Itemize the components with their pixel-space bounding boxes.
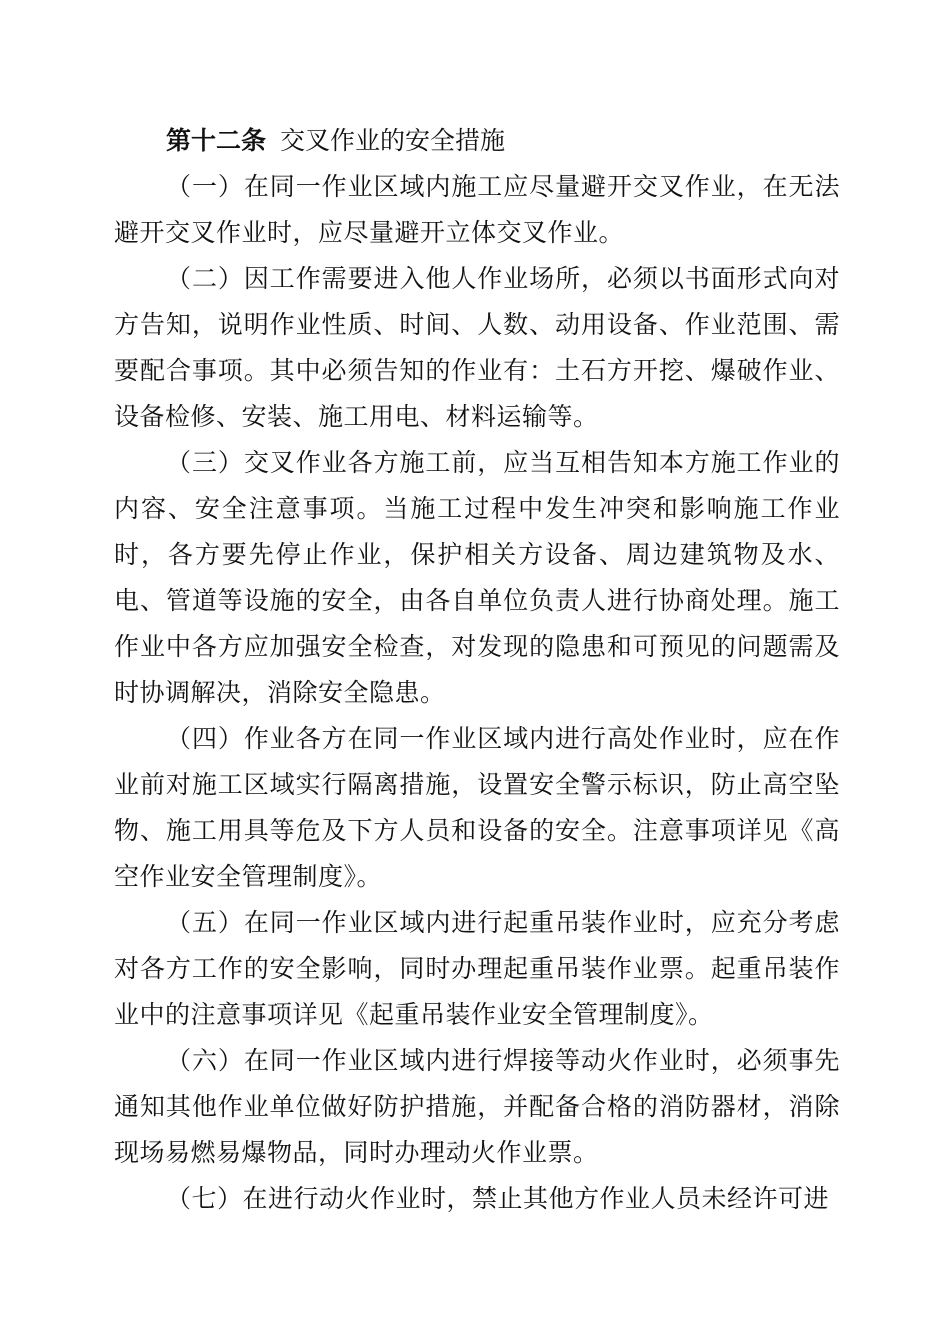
article-number: 第十二条 [166,126,267,155]
paragraph-4: （四）作业各方在同一作业区域内进行高处作业时，应在作业前对施工区域实行隔离措施，设置安全警示标识，防止高空坠物、施工用具等危及下方人员和设备的安全。注意事项详见《高空作业安全管理制度》。 [114,724,840,891]
paragraph-2: （二）因工作需要进入他人作业场所，必须以书面形式向对方告知，说明作业性质、时间、人数、动用设备、作业范围、需要配合事项。其中必须告知的作业有：土石方开挖、爆破作业、设备检修、安装、施工用电、材料运输等。 [114,264,840,431]
paragraph-7: （七）在进行动火作业时，禁止其他方作业人员未经许可进 [166,1184,830,1213]
article-title: 交叉作业的安全措施 [280,126,506,155]
paragraph-6: （六）在同一作业区域内进行焊接等动火作业时，必须事先通知其他作业单位做好防护措施，并配备合格的消防器材，消除现场易燃易爆物品，同时办理动火作业票。 [114,1046,840,1167]
paragraph-1: （一）在同一作业区域内施工应尽量避开交叉作业，在无法避开交叉作业时，应尽量避开立体交叉作业。 [114,172,840,247]
paragraph-5: （五）在同一作业区域内进行起重吊装作业时，应充分考虑对各方工作的安全影响，同时办理起重吊装作业票。起重吊装作业中的注意事项详见《起重吊装作业安全管理制度》。 [114,908,840,1029]
article-heading [114,118,840,164]
document-body [114,118,840,1222]
paragraph-3: （三）交叉作业各方施工前，应当互相告知本方施工作业的内容、安全注意事项。当施工过程中发生冲突和影响施工作业时，各方要先停止作业，保护相关方设备、周边建筑物及水、电、管道等设施的安全，由各自单位负责人进行协商处理。施工作业中各方应加强安全检查，对发现的隐患和可预见的问题需及时协调解决，消除安全隐患。 [114,448,840,707]
